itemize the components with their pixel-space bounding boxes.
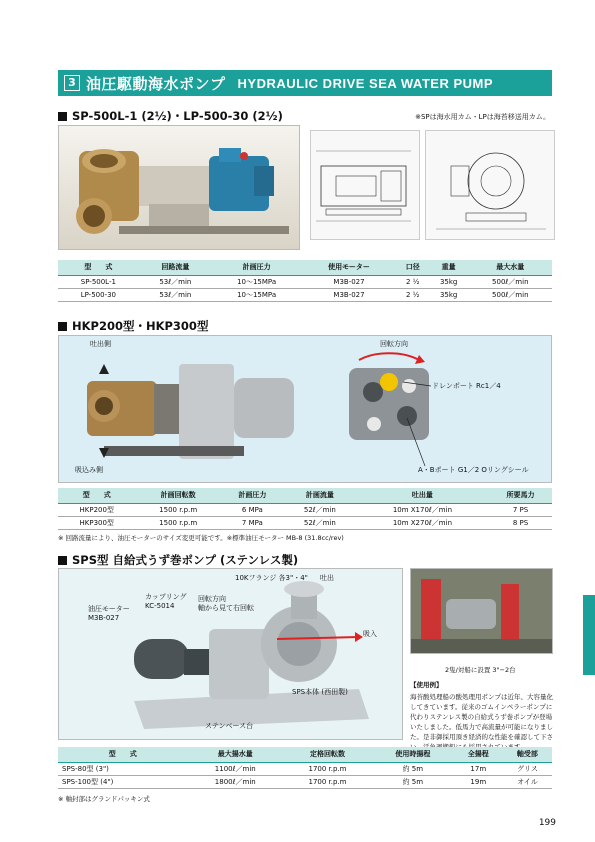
col-header: 型 式	[58, 260, 139, 275]
sec1-note: ※SPは海水用カム・LPは海苔移送用カム。	[415, 113, 550, 121]
chapter-side-tab	[583, 595, 595, 675]
sec3-spec-table	[58, 747, 552, 789]
col-header: 口径	[397, 260, 429, 275]
usage-title: 【使用例】	[410, 681, 443, 689]
coupling-label: カップリング KC-5014	[145, 593, 187, 610]
section-title-jp: 油圧駆動海水ポンプ	[86, 74, 226, 93]
table-row: HKP300型 1500 r.p.m 7 MPa 52ℓ／min 10m X270ℓ／min 8 PS	[58, 516, 552, 529]
section-title-en: HYDRAULIC DRIVE SEA WATER PUMP	[237, 75, 494, 91]
usage-example	[410, 680, 553, 752]
col-header: 計画圧力	[221, 488, 284, 503]
table-row: SPS-100型 (4") 1800ℓ／min 1700 r.p.m 約 5m 19m オイル	[58, 775, 552, 788]
table-header-row	[58, 488, 552, 503]
motor-label: 油圧モーター M3B-027	[88, 605, 130, 622]
installation-photo	[410, 568, 553, 654]
col-header: 計画流量	[284, 488, 356, 503]
col-header: 軸受部	[503, 747, 552, 762]
page-number: 199	[538, 818, 556, 828]
inlet-label: 吸込み側	[75, 466, 103, 474]
ab-port-label: A・Bポート G1／2 Oリングシール	[418, 466, 529, 474]
sps-pump-photo	[58, 568, 403, 740]
square-bullet-icon	[58, 322, 67, 331]
table-row: SPS-80型 (3") 1100ℓ／min 1700 r.p.m 約 5m 17m グリス	[58, 762, 552, 775]
discharge-label: 吐出	[320, 574, 334, 582]
table-header-row	[58, 260, 552, 275]
sps-rotation-label: 回転方向 軸から見て右回転	[198, 595, 254, 612]
sec2-footnote: ※ 回路流量により、油圧モーターのサイズ変更可能です。※標準油圧モーター MB-8 (31.8cc/rev)	[58, 534, 344, 542]
table-row: HKP200型 1500 r.p.m 6 MPa 52ℓ／min 10m X170ℓ／min 7 PS	[58, 503, 552, 516]
flange-label: 10Kフランジ 各3"・4"	[235, 574, 308, 582]
section-number: 3	[64, 75, 80, 91]
col-header: 回路流量	[139, 260, 212, 275]
sec1-title: SP-500L-1 (2½)・LP-500-30 (2½)	[58, 108, 283, 124]
col-header: 所要馬力	[489, 488, 552, 503]
outlet-label: 吐出側	[90, 340, 111, 348]
sp-front-drawing	[425, 130, 555, 240]
sec3-title: SPS型 自給式うず巻ポンプ (ステンレス製)	[58, 552, 298, 568]
sps-body-label: SPS本体 (西田製)	[292, 688, 348, 696]
sec3-footnote: ※ 軸封部はグランドパッキン式	[58, 795, 150, 803]
rotation-label: 回転方向	[380, 340, 408, 348]
col-header: 使用モーター	[301, 260, 396, 275]
sec2-title: HKP200型・HKP300型	[58, 318, 208, 334]
installation-caption: 2隻/対船に設置 3"−2台	[445, 666, 516, 674]
square-bullet-icon	[58, 556, 67, 565]
col-header: 計画回転数	[135, 488, 220, 503]
sp-pump-photo	[58, 125, 300, 250]
col-header: 計画圧力	[212, 260, 301, 275]
sec1-spec-table	[58, 260, 552, 302]
col-header: 最大水量	[469, 260, 552, 275]
col-header: 使用時揚程	[372, 747, 454, 762]
table-row: SP-500L-1 53ℓ／min 10～15MPa M3B-027 2 ½ 35kg 500ℓ／min	[58, 275, 552, 288]
col-header: 吐出量	[356, 488, 489, 503]
hkp-photo-panel	[58, 335, 552, 483]
sp-side-drawing	[310, 130, 420, 240]
table-header-row	[58, 747, 552, 762]
square-bullet-icon	[58, 112, 67, 121]
base-label: ステンベース台	[205, 722, 254, 730]
table-row: LP-500-30 53ℓ／min 10～15MPa M3B-027 2 ½ 35kg 500ℓ／min	[58, 288, 552, 301]
col-header: 最大揚水量	[187, 747, 283, 762]
col-header: 定格回転数	[283, 747, 372, 762]
col-header: 全揚程	[454, 747, 503, 762]
col-header: 型 式	[58, 747, 187, 762]
sec2-spec-table	[58, 488, 552, 530]
col-header: 型 式	[58, 488, 135, 503]
col-header: 重量	[429, 260, 469, 275]
usage-text: 海苔酸処理船の酸処理用ポンプは近年、大容量化してきています。従来のゴムインペラーポンプに代わりステンレス製の自給式うず巻ポンプが登場いたしました。低馬力で高流量が可能になりました。是非御採用頂き経済的な性能を確認して下さ	[410, 693, 553, 741]
drain-port-label: ドレンポート Rc1／4	[432, 382, 501, 390]
section-banner	[58, 70, 552, 96]
suction-label: 吸入	[363, 630, 377, 638]
